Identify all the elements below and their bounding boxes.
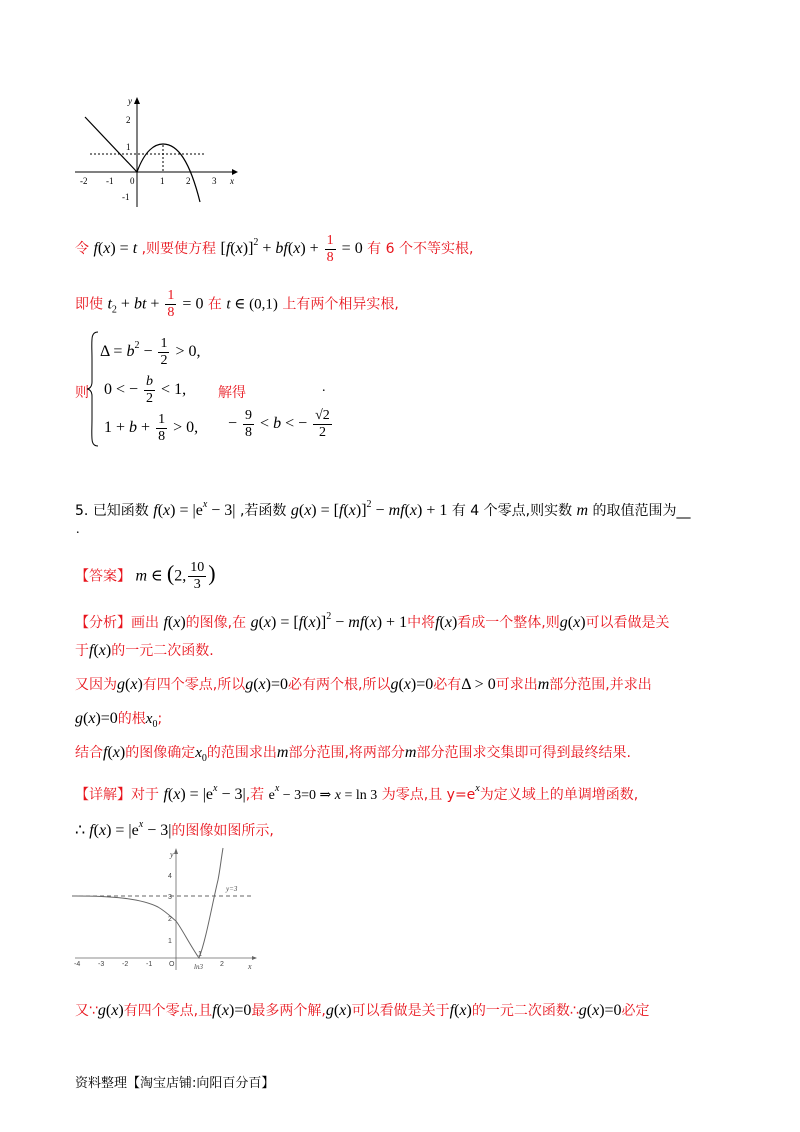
text: 的一元二次函数∴ — [471, 1003, 579, 1019]
y-axis-arrow — [174, 848, 178, 854]
para-let-t: 令 f(x) = t ,则要使方程 $[f(x)]^2 + bf(x)$ + $\frac{1}{8}$ = 0 有 6 个不等实根, — [75, 232, 474, 265]
system-dot: . — [322, 380, 326, 395]
x-axis-arrow — [232, 169, 238, 175]
tick-x-neg1: -1 — [146, 961, 153, 968]
analysis-line-1: 【分析】画出 f(x)的图像,在 $g(x) = [f(x)]^2 - mf(x) + 1$中将f(x)看成一个整体,则g(x)可以看做是关 — [75, 611, 670, 631]
system-brace — [86, 330, 100, 448]
tick-x-0: 0 — [130, 176, 135, 186]
detail-label: 【详解】 — [75, 787, 131, 803]
text: 部分范围求交集即可得到最终结果. — [416, 745, 631, 761]
detail-line-2: ∴ $f(x) = |e^x - 3|$的图像如图所示, — [75, 819, 274, 839]
tick-x-neg2: -2 — [122, 961, 129, 968]
page-footer: 资料整理【淘宝店铺:向阳百分百】 — [75, 1076, 275, 1091]
y-axis-arrow — [134, 97, 140, 104]
text: 的范围求出 — [206, 745, 277, 761]
math-equation: [ — [220, 240, 226, 257]
system-row-1: $\Delta = b^2$ − $\frac{1}{2}$ > 0, — [100, 336, 201, 368]
curve-abs-exp — [75, 848, 223, 958]
tick-y-1: 1 — [168, 938, 172, 945]
text: 为定义域上的单调增函数, — [479, 787, 639, 803]
para-t-roots: 即使 $t_2$ + bt + $\frac{1}{8}$ = 0 在 t ∈ (0,1) 上有两个相异实根, — [75, 288, 399, 320]
text: 看成一个整体,则 — [457, 615, 560, 631]
tick-x-3: 3 — [212, 176, 217, 186]
question-5: 5. 已知函数 $f(x) = |e^x - 3|$ ,若函数 $g(x) = [f(x)]^2 - mf(x) + 1$ 有 4 个零点,则实数 m 的取值范围为__ — [75, 499, 691, 519]
text: 必定 — [621, 1003, 650, 1019]
text: 令 — [75, 241, 89, 257]
analysis-line-4: g(x)=0的根$x_0$; — [75, 710, 163, 730]
text: 可以看做是关于 — [351, 1003, 450, 1019]
text: 结合 — [75, 745, 103, 761]
tick-y-2: 2 — [126, 115, 131, 125]
text: 可求出 — [495, 677, 538, 693]
text: 于 — [75, 643, 89, 659]
text: 上有两个相异实根, — [282, 296, 399, 313]
text: 对于 — [131, 787, 159, 803]
solution-range: − $\frac{9}{8}$ < b < − $\frac{√2}{2}$ — [228, 408, 330, 440]
system-label: 则 — [75, 385, 89, 401]
text: 可以看做是关 — [585, 615, 670, 631]
tick-x-origin: O — [169, 961, 175, 968]
text: 有四个零点,所以 — [142, 677, 246, 693]
tick-x-neg3: -3 — [98, 961, 105, 968]
system-row-3: 1 + b + $\frac{1}{8}$ > 0, — [104, 412, 199, 444]
text: 部分范围,并求出 — [549, 677, 652, 693]
text: 的一元二次函数. — [111, 643, 214, 659]
text: 即使 — [75, 296, 103, 313]
tick-y-neg1: -1 — [122, 192, 130, 202]
analysis-line-2: 于f(x)的一元二次函数. — [75, 642, 214, 659]
answer-label: 【答案】 — [75, 568, 131, 585]
axis-x-label: x — [230, 176, 234, 186]
math-fx-eq-t: f — [93, 240, 98, 257]
text: 已知函数 — [92, 503, 149, 519]
axis-y-label: y — [128, 96, 132, 106]
ln3-label: ln3 — [194, 963, 203, 971]
system-row-2: 0 < − $\frac{b}{2}$ < 1, — [104, 374, 187, 406]
text: ,若函数 — [239, 503, 287, 519]
axis-x-label: x — [248, 962, 252, 971]
tick-x-neg4: -4 — [74, 961, 81, 968]
text: 有 4 个零点,则实数 — [451, 503, 573, 519]
solve-label: 解得 — [218, 385, 246, 401]
analysis-line-3: 又因为g(x)有四个零点,所以g(x)=0必有两个根,所以g(x)=0必有Δ > 0可求出m部分范围,并求出 — [75, 676, 652, 693]
tick-x-2: 2 — [220, 961, 224, 968]
text: 又因为 — [75, 677, 117, 693]
text: 最多两个解, — [251, 1003, 326, 1019]
question-5-dot: . — [76, 522, 80, 537]
text: ,若 — [245, 787, 265, 803]
tick-y-4: 4 — [168, 873, 172, 880]
text: 必有 — [433, 677, 462, 693]
question-number: 5. — [75, 503, 89, 519]
text: ,则要使方程 — [141, 241, 217, 257]
tick-x-neg1: -1 — [106, 176, 114, 186]
text: 的取值范围为__ — [592, 503, 691, 519]
text: 的图像,在 — [185, 615, 247, 631]
text: 在 — [207, 296, 222, 313]
text: 的根 — [117, 711, 146, 727]
answer-line: 【答案】 m ∈ (2, $\frac{10}{3}$ ) — [75, 560, 216, 592]
analysis-label: 【分析】 — [75, 615, 131, 631]
text: 有四个零点,且 — [123, 1003, 213, 1019]
tick-x-1: 1 — [198, 951, 202, 958]
axis-y-label: y — [170, 850, 174, 859]
text: 为零点,且 y=e — [381, 787, 476, 803]
last-line: 又∵g(x)有四个零点,且f(x)=0最多两个解,g(x)可以看做是关于f(x)的一元二次函数∴g(x)=0必定 — [75, 1002, 650, 1019]
tick-y-3: 3 — [168, 894, 172, 901]
text: 又∵ — [75, 1003, 98, 1019]
text: 必有两个根,所以 — [288, 677, 391, 693]
text: 中将 — [407, 615, 436, 631]
text: 画出 — [131, 615, 159, 631]
detail-line-1: 【详解】对于 $f(x) = |e^x - 3|$,若 $e^x - 3=0$ ⇒ x = ln 3 为零点,且 $y=e^x$为定义域上的单调增函数, — [75, 783, 639, 803]
text: 的图像如图所示, — [171, 823, 274, 839]
tick-x-2: 2 — [186, 176, 191, 186]
x-axis-arrow — [252, 956, 257, 960]
text: ; — [157, 711, 163, 727]
tick-x-1: 1 — [160, 176, 165, 186]
analysis-line-5: 结合f(x)的图像确定$x_0$的范围求出m部分范围,将两部分m部分范围求交集即可得到最终结果. — [75, 744, 631, 764]
curve-right — [137, 144, 200, 202]
text: 有 6 个不等实根, — [367, 241, 474, 257]
asymptote-label: y=3 — [226, 885, 238, 893]
text: 部分范围,将两部分 — [288, 745, 405, 761]
graph-abs-exp — [70, 845, 260, 980]
graph-cubic-piecewise — [70, 92, 240, 212]
text: 的图像确定 — [125, 745, 196, 761]
frac-1-8: $\frac{1}{8}$ — [326, 232, 334, 265]
tick-x-neg2: -2 — [80, 176, 88, 186]
tick-y-2: 2 — [168, 916, 172, 923]
tick-y-1: 1 — [126, 142, 131, 152]
